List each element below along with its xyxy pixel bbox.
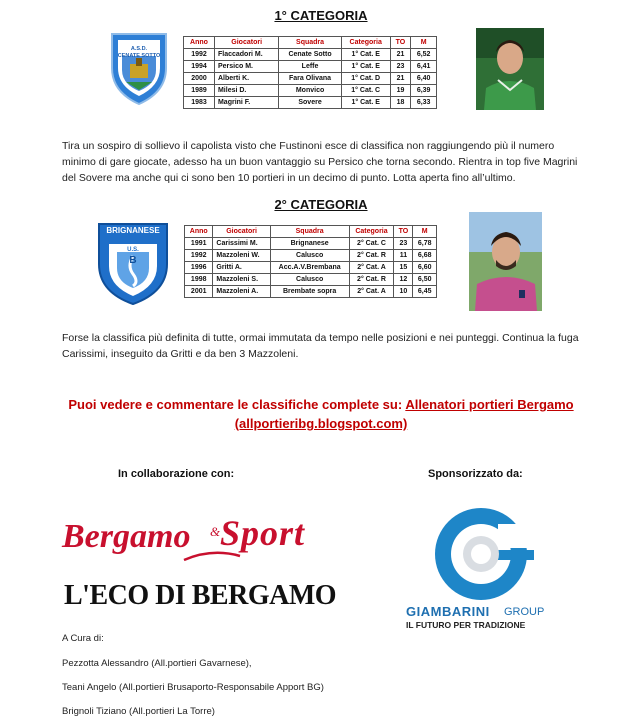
table-row (185, 238, 437, 250)
cell-m: 6,40 (411, 73, 437, 85)
promo-link-label[interactable]: Allenatori portieri Bergamo (405, 397, 574, 412)
cell-giocatore: Alberti K. (214, 73, 278, 85)
cell-to: 15 (394, 262, 413, 274)
cell-anno: 2001 (185, 286, 213, 298)
swoosh-icon (182, 550, 242, 564)
cell-categoria: 2° Cat. R (349, 250, 394, 262)
brignanese-logo-small: U.S. (127, 247, 139, 253)
cell-giocatore: Magrini F. (214, 97, 278, 109)
table-header-row (185, 226, 437, 238)
promo-line (0, 395, 642, 414)
cell-categoria: 1° Cat. C (341, 85, 390, 97)
col-giocatori: Giocatori (213, 226, 270, 238)
col-to: TO (390, 37, 411, 49)
cell-m: 6,39 (411, 85, 437, 97)
giambarini-group: GROUP (504, 606, 545, 618)
table-row (184, 61, 437, 73)
table-row (184, 97, 437, 109)
promo-prefix: Puoi vedere e commentare le classifiche complete su: (68, 397, 406, 412)
col-anno: Anno (184, 37, 215, 49)
cenate-logo-text: CENATE SOTTO (117, 53, 161, 59)
cell-squadra: Cenate Sotto (279, 49, 341, 61)
cell-categoria: 1° Cat. E (341, 49, 390, 61)
cell-giocatore: Carissimi M. (213, 238, 270, 250)
col-categoria: Categoria (349, 226, 394, 238)
cell-m: 6,50 (413, 274, 437, 286)
cell-to: 23 (390, 61, 411, 73)
cell-anno: 1989 (184, 85, 215, 97)
giambarini-name: GIAMBARINI (406, 604, 490, 619)
cell-anno: 2000 (184, 73, 215, 85)
table-row (185, 262, 437, 274)
cell-to: 10 (394, 286, 413, 298)
bergamo-sport-logo (62, 512, 362, 568)
brignanese-logo (97, 222, 169, 306)
collab-label: In collaborazione con: (118, 468, 235, 480)
cell-to: 18 (390, 97, 411, 109)
cenate-logo-small: A.S.D. (130, 46, 148, 52)
cell-squadra: Leffe (279, 61, 341, 73)
cell-categoria: 2° Cat. A (349, 286, 394, 298)
giambarini-logo (400, 506, 570, 634)
cell-squadra: Brembate sopra (270, 286, 349, 298)
col-squadra: Squadra (270, 226, 349, 238)
credit-line: Teani Angelo (All.portieri Brusaporto-Responsabile Apport BG) (62, 682, 324, 693)
cell-anno: 1996 (185, 262, 213, 274)
cell-categoria: 2° Cat. C (349, 238, 394, 250)
table-row (185, 286, 437, 298)
cell-anno: 1992 (184, 49, 215, 61)
cell-categoria: 1° Cat. D (341, 73, 390, 85)
categoria1-table (183, 36, 437, 109)
table-row (184, 85, 437, 97)
cell-squadra: Brignanese (270, 238, 349, 250)
col-categoria: Categoria (341, 37, 390, 49)
col-m: M (413, 226, 437, 238)
cell-to: 23 (394, 238, 413, 250)
cell-categoria: 2° Cat. R (349, 274, 394, 286)
table-row (185, 274, 437, 286)
col-m: M (411, 37, 437, 49)
cell-categoria: 2° Cat. A (349, 262, 394, 274)
col-to: TO (394, 226, 413, 238)
categoria1-title: 1° CATEGORIA (274, 8, 368, 23)
cell-squadra: Calusco (270, 250, 349, 262)
cell-m: 6,41 (411, 61, 437, 73)
col-squadra: Squadra (279, 37, 341, 49)
cell-categoria: 1° Cat. E (341, 97, 390, 109)
cell-to: 11 (394, 250, 413, 262)
cell-giocatore: Mazzoleni W. (213, 250, 270, 262)
cenate-sotto-logo (110, 30, 168, 106)
cell-anno: 1991 (185, 238, 213, 250)
credit-line: Pezzotta Alessandro (All.portieri Gavarnese), (62, 658, 252, 669)
cell-m: 6,78 (413, 238, 437, 250)
promo-link-url[interactable]: (allportieribg.blogspot.com) (234, 416, 408, 431)
giambarini-tagline: IL FUTURO PER TRADIZIONE (406, 620, 526, 630)
categoria1-comment: Tira un sospiro di sollievo il capolista visto che Fustinoni esce di classifica non raggiungendo più il numero minimo di gare giocate, adesso ha un buon vantaggio su Persico che torna secondo. Rientra in top five Magrini del Sovere ma anche qui ci sono ben 10 portieri in un decimo di punto. Lotta aperta fino all’ultimo. (62, 140, 578, 184)
cell-m: 6,45 (413, 286, 437, 298)
cell-m: 6,68 (413, 250, 437, 262)
cell-to: 21 (390, 49, 411, 61)
table-row (184, 49, 437, 61)
cell-giocatore: Milesi D. (214, 85, 278, 97)
cell-to: 21 (390, 73, 411, 85)
bergamo-word: Bergamo (62, 518, 191, 555)
cell-giocatore: Mazzoleni S. (213, 274, 270, 286)
cell-anno: 1998 (185, 274, 213, 286)
cell-squadra: Acc.A.V.Brembana (270, 262, 349, 274)
col-anno: Anno (185, 226, 213, 238)
categoria2-table (184, 225, 437, 298)
cell-anno: 1983 (184, 97, 215, 109)
cell-to: 12 (394, 274, 413, 286)
cell-squadra: Calusco (270, 274, 349, 286)
promo-url-line (0, 414, 642, 433)
categoria2-title: 2° CATEGORIA (274, 197, 368, 212)
cell-anno: 1994 (184, 61, 215, 73)
brignanese-logo-letter: B (129, 255, 137, 266)
cell-giocatore: Gritti A. (213, 262, 270, 274)
cell-anno: 1992 (185, 250, 213, 262)
sponsor-label: Sponsorizzato da: (428, 468, 523, 480)
cell-giocatore: Persico M. (214, 61, 278, 73)
categoria2-comment: Forse la classifica più definita di tutte, ormai immutata da tempo nelle posizioni e nei punteggi. Continua la fuga Carissimi, inseguito da Gritti e da ben 3 Mazzoleni. (62, 332, 579, 360)
amp-symbol: & (210, 524, 221, 539)
cell-giocatore: Mazzoleni A. (213, 286, 270, 298)
table-header-row (184, 37, 437, 49)
col-giocatori: Giocatori (214, 37, 278, 49)
cell-squadra: Monvico (279, 85, 341, 97)
cell-giocatore: Flaccadori M. (214, 49, 278, 61)
credit-line: Brignoli Tiziano (All.portieri La Torre) (62, 706, 215, 717)
cell-squadra: Sovere (279, 97, 341, 109)
table-row (184, 73, 437, 85)
cell-squadra: Fara Olivana (279, 73, 341, 85)
cell-m: 6,33 (411, 97, 437, 109)
cell-to: 19 (390, 85, 411, 97)
sport-word: Sport (220, 513, 306, 553)
giambarini-g-icon (428, 506, 534, 602)
player-photo-carissimi (469, 212, 542, 311)
cell-m: 6,60 (413, 262, 437, 274)
player-photo-flaccadori (476, 28, 544, 110)
cura-label: A Cura di: (62, 633, 104, 644)
cell-categoria: 1° Cat. E (341, 61, 390, 73)
eco-di-bergamo-logo: L'ECO DI BERGAMO (64, 580, 337, 611)
table-row (185, 250, 437, 262)
brignanese-logo-text: BRIGNANESE (106, 226, 160, 235)
cell-m: 6,52 (411, 49, 437, 61)
